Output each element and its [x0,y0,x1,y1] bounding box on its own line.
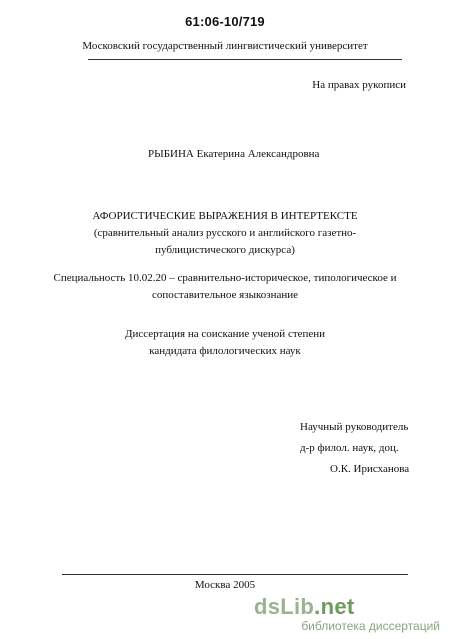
city-year: Москва 2005 [194,579,256,591]
catalog-number: 61:06-10/719 [185,14,265,29]
watermark-logo [254,594,354,620]
degree-statement [0,326,450,360]
watermark [240,594,440,636]
author-name: РЫБИНА Екатерина Александровна [148,148,320,160]
supervisor-credentials: д-р филол. наук, доц. [300,442,399,454]
title-main: АФОРИСТИЧЕСКИЕ ВЫРАЖЕНИЯ В ИНТЕРТЕКСТЕ [92,210,358,222]
footer-divider [62,574,408,575]
degree-line-1: Диссертация на соискание ученой степени [124,328,326,340]
supervisor-role: Научный руководитель [300,421,409,433]
supervisor-block [300,417,409,480]
title-subtitle-line-2: публицистического дискурса) [155,244,295,256]
title-subtitle-line-1: (сравнительный анализ русского и английского газетно- [93,227,357,239]
specialty-line-1: Специальность 10.02.20 – сравнительно-историческое, типологическое и [53,272,397,284]
supervisor-name: О.К. Ирисханова [330,463,410,475]
watermark-tagline: библиотека диссертаций [301,619,440,633]
university-name: Московский государственный лингвистический университет [82,40,368,52]
watermark-logo-main: dsLib [254,594,315,619]
specialty [0,270,450,304]
dissertation-title [0,208,450,259]
rights-notice: На правах рукописи [312,79,406,91]
header-divider [88,59,402,60]
specialty-line-2: сопоставительное языкознание [151,289,299,301]
degree-line-2: кандидата филологических наук [149,345,301,357]
watermark-logo-suffix: .net [314,594,355,619]
